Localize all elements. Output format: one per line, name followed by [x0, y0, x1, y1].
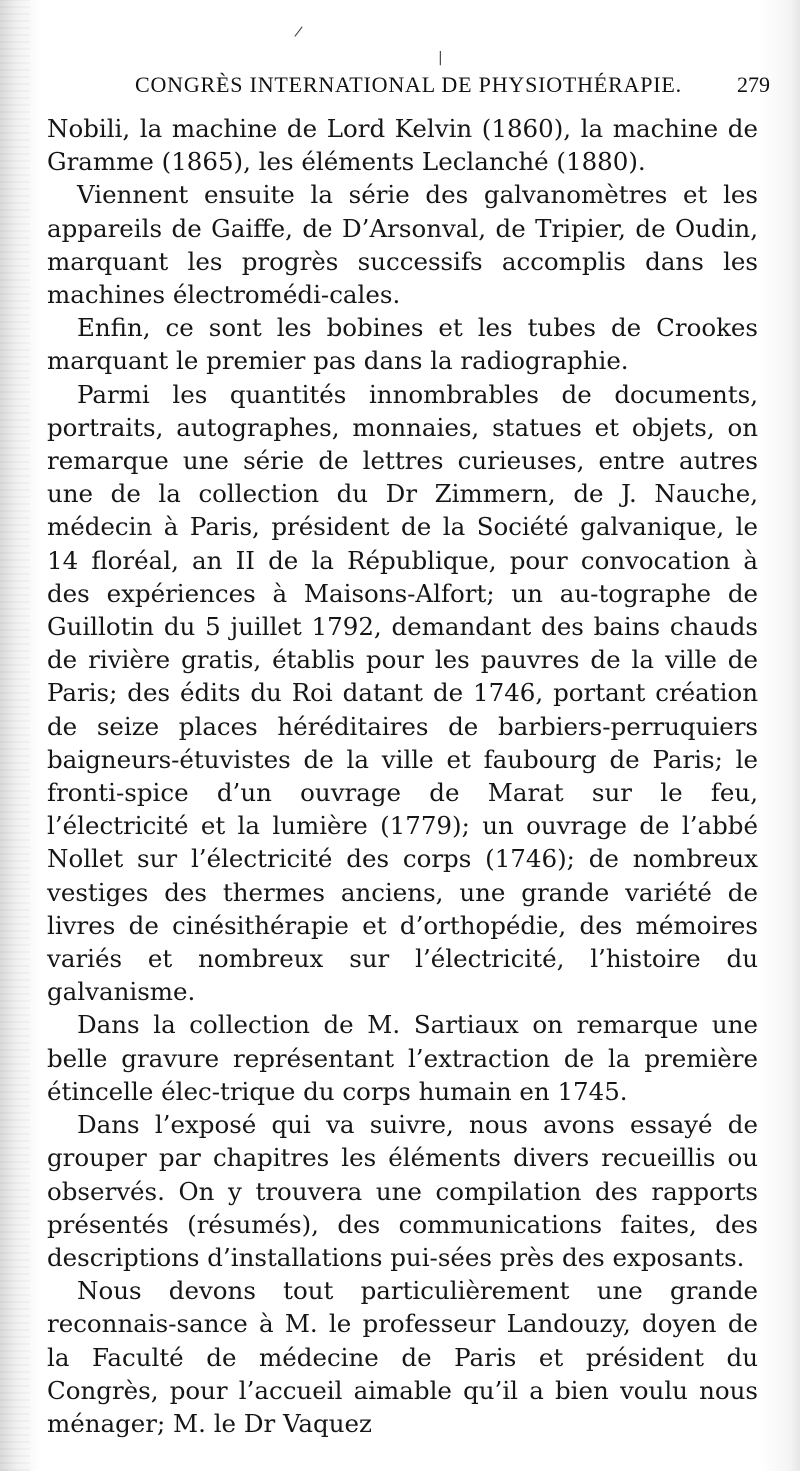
scan-speck: |	[438, 50, 443, 66]
paragraph: Enfin, ce sont les bobines et les tubes de Crookes marquant le premier pas dans la radiographie.	[47, 313, 758, 376]
scan-speck: /	[293, 23, 304, 41]
paragraph: Parmi les quantités innombrables de documents, portraits, autographes, monnaies, statues et objets, on remarque une série de lettres curieuses, entre autres une de la collection du Dr Zimmern, de J. Nauche, médecin à Paris, président de la Société galvanique, le 14 floréal, an II de la République, pour convocation à des expériences à Maisons-Alfort; un au-tographe de Guillotin du 5 juillet 1792, demandant des bains chauds de rivière gratis, établis pour les pauvres de la ville de Paris; des édits du Roi datant de 1746, portant création de seize places héréditaires de barbiers-perruquiers baigneurs-étuvistes de la ville et faubourg de Paris; le fronti-spice d’un ouvrage de Marat sur le feu, l’électricité et la lumière (1779); un ouvrage de l’abbé Nollet sur l’électricité des corps (1746); de nombreux vestiges des thermes anciens, une grande variété de livres de cinésithérapie et d’orthopédie, des mémoires variés et nombreux sur l’électricité, l’histoire du galvanisme.	[47, 379, 758, 1007]
body-text	[47, 112, 758, 1440]
paragraph: Dans l’exposé qui va suivre, nous avons essayé de grouper par chapitres les éléments divers recueillis ou observés. On y trouvera une compilation des rapports présentés (résumés), des communications faites, des descriptions d’installations pui-sées près des exposants.	[47, 1110, 758, 1272]
paragraph: Nobili, la machine de Lord Kelvin (1860), la machine de Gramme (1865), les éléments Leclanché (1880).	[47, 114, 758, 177]
paragraph: Dans la collection de M. Sartiaux on remarque une belle gravure représentant l’extraction de la première étincelle élec-trique du corps humain en 1745.	[47, 1010, 758, 1106]
scan-edge-shadow	[0, 0, 30, 1471]
page-number: 279	[737, 72, 770, 97]
paragraph: Nous devons tout particulièrement une grande reconnais-sance à M. le professeur Landouzy, doyen de la Faculté de médecine de Paris et président du Congrès, pour l’accueil aimable qu’il a bien voulu nous ménager; M. le Dr Vaquez	[47, 1276, 758, 1438]
paragraph: Viennent ensuite la série des galvanomètres et les appareils de Gaiffe, de D’Arsonval, de Tripier, de Oudin, marquant les progrès successifs accomplis dans les machines électromédi-cales.	[47, 180, 758, 310]
page-header	[50, 68, 770, 108]
running-head: CONGRÈS INTERNATIONAL DE PHYSIOTHÉRAPIE.	[135, 72, 682, 97]
